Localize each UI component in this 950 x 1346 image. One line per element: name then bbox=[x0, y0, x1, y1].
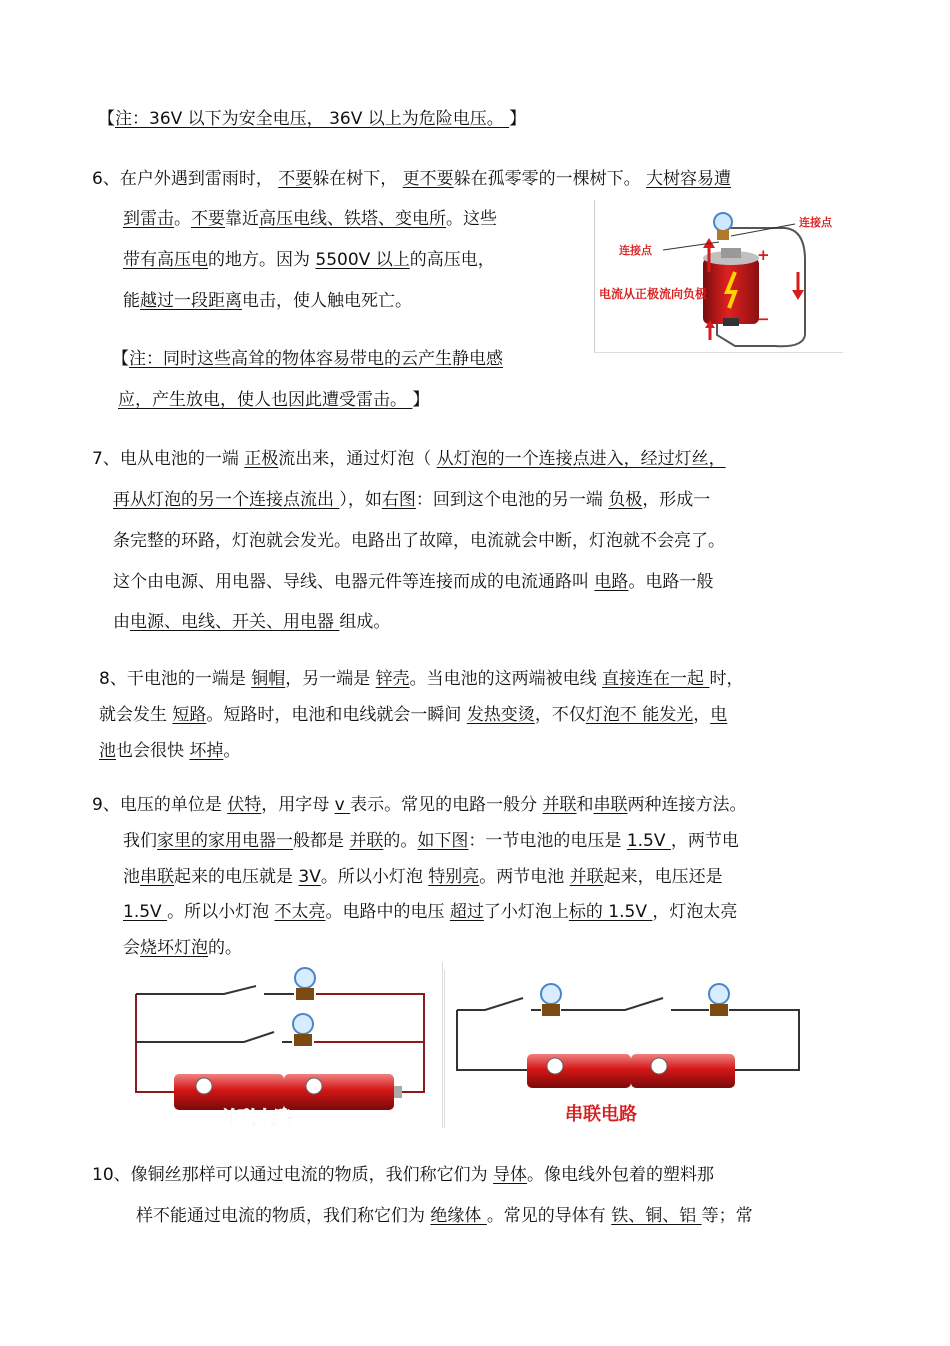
parallel-circuit-caption: 并联电路 bbox=[220, 1108, 292, 1128]
text: 流出来，通过灯泡（ bbox=[278, 449, 437, 469]
text: 和 bbox=[576, 795, 594, 815]
answer-blank: 1.5V bbox=[626, 831, 671, 851]
bracket-close: 】 bbox=[412, 390, 430, 410]
text: 时， bbox=[709, 669, 744, 689]
answer-blank: 高压电线 bbox=[259, 209, 327, 229]
q6-line1 bbox=[92, 168, 731, 190]
text: ，不仅 bbox=[534, 705, 586, 725]
answer-blank: 坏掉 bbox=[189, 741, 224, 761]
text: 起来的电压就是 bbox=[174, 867, 299, 887]
text: 。 bbox=[223, 741, 241, 761]
q7-line2 bbox=[113, 489, 710, 511]
text: ， bbox=[693, 705, 711, 725]
text: 6、在户外遇到雷雨时， bbox=[92, 169, 279, 189]
text: ：一节电池的电压是 bbox=[468, 831, 627, 851]
bulb-icon bbox=[295, 968, 315, 1000]
text: 池 bbox=[123, 867, 140, 887]
answer-blank: 铁、铜、铝 bbox=[611, 1206, 702, 1226]
q10-line1 bbox=[92, 1164, 714, 1186]
text: 的高压电， bbox=[409, 250, 495, 270]
text: 就会发生 bbox=[99, 705, 173, 725]
parallel-circuit-figure bbox=[124, 962, 443, 1128]
answer-blank: 电 bbox=[710, 705, 728, 725]
bulb-icon bbox=[541, 984, 561, 1016]
answer-blank: 电路 bbox=[594, 572, 629, 592]
answer-blank: 从灯泡的一个连接点进入，经过灯丝， bbox=[436, 449, 726, 469]
answer-blank: 短路 bbox=[172, 705, 207, 725]
answer-blank: 不要 bbox=[191, 209, 225, 229]
answer-blank: 发热变烫 bbox=[466, 705, 535, 725]
answer-blank: 导体 bbox=[493, 1165, 528, 1185]
q6-line3 bbox=[123, 249, 495, 271]
text: 也会很快 bbox=[116, 741, 190, 761]
text: 由 bbox=[113, 612, 130, 632]
text: 。这些 bbox=[446, 209, 497, 229]
battery-icon bbox=[174, 1074, 402, 1110]
note-text: 应，产生放电，使人也因此遭受雷击。 bbox=[118, 390, 413, 410]
text: 。两节电池 bbox=[479, 867, 570, 887]
text: 。所以小灯泡 bbox=[320, 867, 429, 887]
answer-blank: 越过 bbox=[140, 291, 174, 311]
series-circuit-figure bbox=[444, 970, 811, 1128]
text: 。像电线外包着的塑料那 bbox=[527, 1165, 715, 1185]
q7-line3: 条完整的环路，灯泡就会发光。电路出了故障，电流就会中断，灯泡就不会亮了。 bbox=[113, 531, 725, 551]
text: ，另一端是 bbox=[285, 669, 376, 689]
answer-blank: 伏特 bbox=[227, 795, 262, 815]
answer-blank: 大树容易遭 bbox=[646, 169, 732, 189]
text: 7、电从电池的一端 bbox=[92, 449, 245, 469]
text: 会 bbox=[123, 938, 140, 958]
answer-blank: 超过 bbox=[449, 902, 484, 922]
text: 能 bbox=[123, 291, 140, 311]
answer-blank: 、 bbox=[327, 209, 344, 229]
text: 样不能通过电流的物质，我们称它们为 bbox=[136, 1206, 431, 1226]
answer-blank: 标的 1.5V bbox=[568, 902, 653, 922]
text: 躲在孤零零的一棵树下。 bbox=[453, 169, 647, 189]
q7-line4 bbox=[113, 571, 713, 593]
note-safe-voltage bbox=[98, 108, 526, 130]
answer-blank: v bbox=[334, 795, 351, 815]
answer-blank: 不要 bbox=[278, 169, 313, 189]
text: 组成。 bbox=[339, 612, 391, 632]
answer-blank: 负极 bbox=[608, 490, 643, 510]
q9-line1 bbox=[92, 794, 747, 816]
answer-blank: 灯泡不 能发光 bbox=[585, 705, 694, 725]
text: 了小灯泡上 bbox=[483, 902, 569, 922]
text: ：回到这个电池的另一端 bbox=[415, 490, 609, 510]
answer-blank: 带有高压电 bbox=[123, 250, 208, 270]
text: 两种连接方法。 bbox=[627, 795, 747, 815]
text: 。常见的导体有 bbox=[486, 1206, 612, 1226]
bulb-icon bbox=[293, 1014, 313, 1046]
answer-blank: 右图 bbox=[381, 490, 416, 510]
q10-line2 bbox=[136, 1205, 753, 1227]
text: 这个由电源、用电器、导线、电器元件等连接而成的电流通路叫 bbox=[113, 572, 595, 592]
current-flow-label: 电流从正极流向负极 bbox=[599, 287, 708, 301]
text: 。当电池的这两端被电线 bbox=[409, 669, 603, 689]
answer-blank: 家里的家用电器一 bbox=[157, 831, 293, 851]
text: 的。 bbox=[208, 938, 242, 958]
text: 的地方。因为 bbox=[208, 250, 316, 270]
text: ，形成一 bbox=[642, 490, 711, 510]
answer-blank: 一段距离 bbox=[174, 291, 242, 311]
q6-line4 bbox=[123, 290, 412, 312]
q7-line5 bbox=[113, 611, 390, 633]
text: 躲在树下， bbox=[312, 169, 403, 189]
answer-blank: 再从灯泡的另一个连接点流出 bbox=[113, 490, 340, 510]
answer-blank: 绝缘体 bbox=[430, 1206, 487, 1226]
answer-blank: 更不要 bbox=[402, 169, 454, 189]
answer-blank: 铁塔、变电所 bbox=[344, 209, 446, 229]
answer-blank: 正极 bbox=[244, 449, 279, 469]
q9-line5 bbox=[123, 937, 242, 959]
answer-blank: 特别亮 bbox=[428, 867, 480, 887]
text: 电击，使人触电死亡。 bbox=[242, 291, 412, 311]
text: ，用字母 bbox=[261, 795, 335, 815]
q8-line1 bbox=[99, 668, 743, 690]
bracket-open: 【 bbox=[112, 349, 129, 369]
text: ，灯泡太亮 bbox=[652, 902, 738, 922]
q6-note-line2 bbox=[118, 389, 429, 411]
answer-blank: 并联 bbox=[569, 867, 604, 887]
text: 。 bbox=[174, 209, 191, 229]
bracket-open: 【 bbox=[98, 109, 115, 129]
answer-blank: 如下图 bbox=[417, 831, 469, 851]
battery-icon bbox=[527, 1054, 735, 1088]
answer-blank: 并联 bbox=[349, 831, 384, 851]
q6-note-line1 bbox=[112, 348, 503, 370]
series-circuit-caption: 串联电路 bbox=[565, 1104, 637, 1125]
text: 等；常 bbox=[701, 1206, 753, 1226]
text: 我们 bbox=[123, 831, 157, 851]
note-text: 注：同时这些高耸的物体容易带电的云产生静电感 bbox=[129, 349, 503, 369]
q9-line2 bbox=[123, 830, 739, 852]
answer-blank: 串联 bbox=[140, 867, 174, 887]
text: ），如 bbox=[339, 490, 382, 510]
text: 8、干电池的一端是 bbox=[99, 669, 252, 689]
answer-blank: 直接连在一起 bbox=[602, 669, 710, 689]
text: 。所以小灯泡 bbox=[167, 902, 275, 922]
q8-line3 bbox=[99, 740, 240, 762]
answer-blank: 电源、电线、开关、用电器 bbox=[130, 612, 340, 632]
connect-point-label-right: 连接点 bbox=[799, 216, 832, 229]
answer-blank: 铜帽 bbox=[251, 669, 286, 689]
answer-blank: 到雷击 bbox=[123, 209, 174, 229]
answer-blank: 3V bbox=[298, 867, 321, 887]
note-text: 注：36V 以下为安全电压， 36V 以上为危险电压。 bbox=[115, 109, 510, 129]
text: 起来，电压还是 bbox=[603, 867, 723, 887]
q8-line2 bbox=[99, 704, 727, 726]
bracket-close: 】 bbox=[509, 109, 527, 129]
q6-line2 bbox=[123, 208, 497, 230]
answer-blank: 1.5V bbox=[123, 902, 168, 922]
text: 靠近 bbox=[225, 209, 259, 229]
answer-blank: 池 bbox=[99, 741, 116, 761]
text: 10、像铜丝那样可以通过电流的物质，我们称它们为 bbox=[92, 1165, 494, 1185]
q9-line4 bbox=[123, 901, 737, 923]
minus-sign: − bbox=[757, 310, 770, 328]
text: 般都是 bbox=[293, 831, 350, 851]
answer-blank: 串联 bbox=[593, 795, 628, 815]
bulb-icon bbox=[714, 213, 732, 231]
plus-sign: + bbox=[757, 246, 770, 264]
text: 。短路时，电池和电线就会一瞬间 bbox=[206, 705, 467, 725]
answer-blank: 并联 bbox=[542, 795, 577, 815]
answer-blank: 5500V 以上 bbox=[315, 250, 410, 270]
answer-blank: 锌壳 bbox=[375, 669, 410, 689]
connect-point-label-left: 连接点 bbox=[619, 244, 652, 257]
text: 。电路中的电压 bbox=[325, 902, 450, 922]
text: 的。 bbox=[383, 831, 418, 851]
text: ，两节电 bbox=[670, 831, 739, 851]
battery-bulb-figure bbox=[594, 200, 843, 353]
answer-blank: 烧坏灯泡 bbox=[140, 938, 208, 958]
bulb-icon bbox=[709, 984, 729, 1016]
answer-blank: 不太亮 bbox=[274, 902, 326, 922]
text: 。电路一般 bbox=[628, 572, 714, 592]
q7-line1 bbox=[92, 448, 726, 470]
text: 9、电压的单位是 bbox=[92, 795, 228, 815]
q9-line3 bbox=[123, 866, 723, 888]
text: 表示。常见的电路一般分 bbox=[350, 795, 543, 815]
